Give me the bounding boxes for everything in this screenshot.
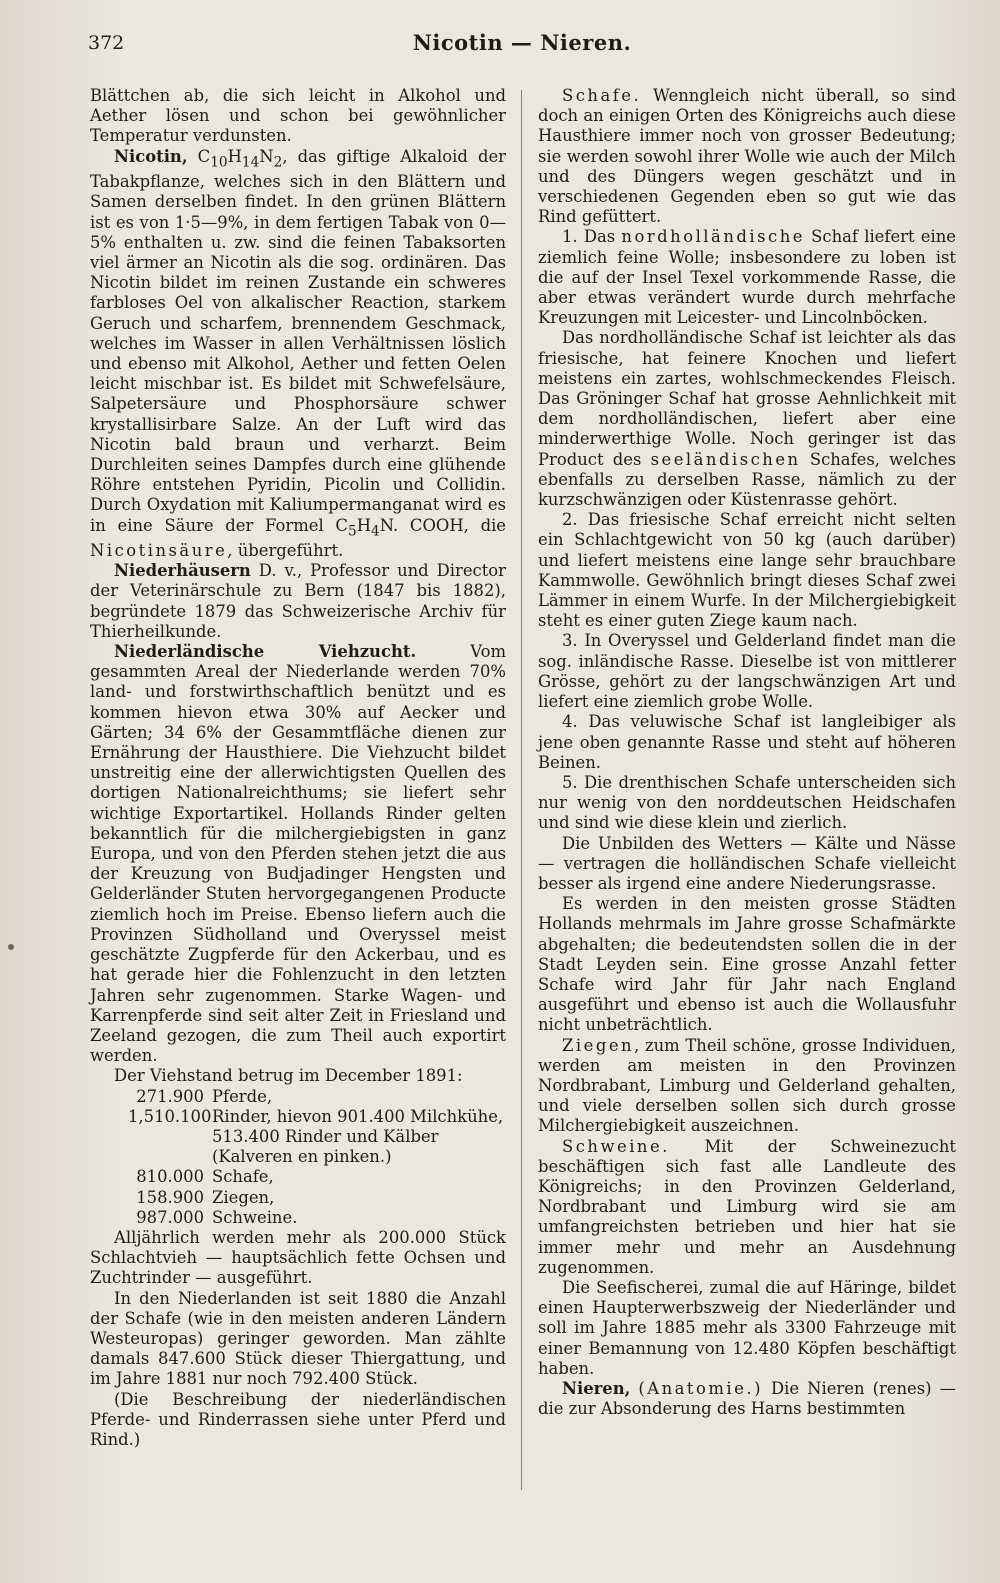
headword-nieren: Nieren, bbox=[562, 1379, 631, 1398]
subhead-schafe: Schafe. bbox=[562, 86, 642, 105]
stat-note: (Kalveren en pinken.) bbox=[212, 1147, 392, 1167]
paragraph-ziegen: Ziegen, zum Theil schöne, grosse Individuen, werden am meisten in den Provinzen Nordbrabant, Limburg und Gelderland gehalten, und viele derselben sollen sich durch grosse Milchergiebigkeit auszeichnen. bbox=[538, 1035, 956, 1136]
paragraph-breed-1b: Das nordholländische Schaf ist leichter als das friesische, hat feinere Knochen und liefert meistens ein zartes, wohlschmeckendes Fleisch. Das Gröninger Schaf hat grosse Aehnlichkeit mit dem nordholländischen, liefert aber eine minderwerthige Wolle. Noch geringer ist das Product des seeländischen Schafes, welches ebenfalls zu derselben Rasse, nämlich zu der kurzschwänzigen oder Küstenrasse gehört. bbox=[538, 328, 956, 510]
breed-name: seeländischen bbox=[650, 449, 801, 469]
paragraph-breed-5: 5. Die drenthischen Schafe unterscheiden sich nur wenig von den norddeutschen Heidschafen und sind wie diese klein und zierlich. bbox=[538, 772, 956, 833]
stats-intro: Der Viehstand betrug im December 1891: bbox=[114, 1066, 463, 1086]
paragraph-schafmaerkte: Es werden in den meisten grosse Städten Hollands mehrmals im Jahre grosse Schafmärkte abgehalten; die bedeutendsten sollen die in der Stadt Leyden sein. Eine grosse Anzahl fetter Schafe wird Jahr für Jahr nach England ausgeführt und ebenso ist auch die Wollausfuhr nicht unbeträchtlich. bbox=[538, 894, 956, 1035]
paragraph-schafe-count: In den Niederlanden ist seit 1880 die Anzahl der Schafe (wie in den meisten anderen Ländern Westeuropas) geringer geworden. Man zählte damals 847.600 Stück dieser Thiergattung, und im Jahre 1881 nur noch 792.400 Stück. bbox=[90, 1288, 506, 1389]
stat-row: 987.000 Schweine. bbox=[136, 1207, 298, 1227]
paragraph-unbilden: Die Unbilden des Wetters — Kälte und Nässe — vertragen die holländischen Schafe vielleicht besser als irgend eine andere Niederungsrasse. bbox=[538, 833, 956, 893]
page-number: 372 bbox=[88, 32, 125, 54]
entry-nicotin: Nicotin, $C_{10}H_{14}N_2$, das giftige Alkaloid der Tabakpflanze, welches sich in den Blättern und Samen derselben findet. In den grünen Blättern ist es von 1·5—9%, in dem fertigen Tabak von 0—5% enthalten u. zw. sind die feinen Tabaksorten viel ärmer an Nicotin als die sog. ordinären. Das Nicotin bildet im reinen Zustande ein schweres farbloses Oel von alkalischer Reaction, starkem Geruch und scharfem, brennendem Geschmack, welches im Wasser in allen Verhältnissen löslich und ebenso mit Alkohol, Aether und fetten Oelen leicht mischbar ist. Es bildet mit Schwefelsäure, Salpetersäure und Phosphorsäure schwer krystallisirbare Salze. An der Luft wird das Nicotin bald braun und verharzt. Beim Durchleiten seines Dampfes durch eine glühende Röhre entstehen Pyridin, Picolin und Collidin. Durch Oxydation mit Kaliumpermanganat wird es in eine Säure der Formel $C_5H_4N$. COOH, die Nicotinsäure, übergeführt. bbox=[90, 146, 507, 561]
left-column bbox=[90, 86, 506, 1450]
paragraph-continuation: Blättchen ab, die sich leicht in Alkohol und Aether lösen und schon bei gewöhnlicher Temperatur verdunsten. bbox=[90, 86, 506, 146]
subhead-schweine: Schweine. bbox=[562, 1136, 670, 1156]
page-header bbox=[88, 30, 956, 64]
stat-row: 810.000 Schafe, bbox=[136, 1167, 274, 1187]
paragraph-breed-4: 4. Das veluwische Schaf ist langleibiger als jene oben genannte Rasse und steht auf höheren Beinen. bbox=[538, 712, 956, 772]
headword-niederhaeusern: Niederhäusern bbox=[114, 561, 251, 581]
stat-row: 158.900 Ziegen, bbox=[136, 1187, 275, 1207]
paragraph-schweine: Schweine. Mit der Schweinezucht beschäftigen sich fast alle Landleute des Königreichs; in den Provinzen Gelderland, Nordbrabant und Limburg wird sie am umfangreichsten betrieben und hier hat sie immer mehr und mehr an Ausdehnung zugenommen. bbox=[538, 1136, 956, 1277]
livestock-stats bbox=[128, 1087, 506, 1228]
entry-viehzucht: Niederländische Viehzucht. Vom gesammten Areal der Niederlande werden 70% land- und forstwirthschaftlich benützt und es kommen hievon etwa 30% auf Aecker und Gärten; 34 6% der Gesammtfläche dienen zur Ernährung der Hausthiere. Die Viehzucht bildet unstreitig eine der allerwichtigsten Quellen des dortigen Nationalreichthums; sie liefert sehr wichtige Exportartikel. Hollands Rinder gelten bekanntlich für die milchergiebigsten in ganz Europa, und von den Pferden stehen jetzt die aus der Kreuzung von Budjadinger Hengsten und Gelderländer Stuten hervorgegangenen Producte ziemlich hoch im Preise. Ebenso liefern auch die Provinzen Südholland und Overyssel meist geschätzte Zugpferde für den Ackerbau, und es hat gerade hier die Fohlenzucht in den letzten Jahren sehr zugenommen. Starke Wagen- und Karrenpferde sind seit alter Zeit in Friesland und Zeeland gezogen, die zum Theil auch exportirt werden. bbox=[90, 642, 506, 1066]
entry-nieren: Nieren, (Anatomie.) Die Nieren (renes) — die zur Absonderung des Harns bestimmten bbox=[538, 1379, 956, 1419]
entry-text: , das giftige Alkaloid der Tabakpflanze, welches sich in den Blättern und Samen derselben findet. In den grünen Blättern ist es von 1·5—9%, in dem fertigen Tabak von 0—5% enthalten u. zw. sind die feinen Tabaksorten viel ärmer an Nicotin als die sog. ordinären. Das Nicotin bildet im reinen Zustande ein schweres farbloses Oel von alkalischer Reaction, starkem Geruch und scharfem, brennendem Geschmack, welches im Wasser in allen Verhältnissen löslich und ebenso mit Alkohol, Aether und fetten Oelen leicht mischbar ist. Es bildet mit Schwefelsäure, Salpetersäure und Phosphorsäure schwer krystallisirbare Salze. An der Luft wird das Nicotin bald braun und verharzt. Beim Durchleiten seines Dampfes durch eine glühende Röhre entstehen Pyridin, Picolin und Collidin. Durch Oxydation mit Kaliumpermanganat wird es in eine Säure der Formel C bbox=[90, 146, 507, 535]
stat-row: 1,510.100 Rinder, hievon 901.400 Milchkühe, 513.400 Rinder und Kälber bbox=[128, 1106, 504, 1146]
column-divider bbox=[521, 90, 522, 1490]
paragraph-export: Alljährlich werden mehr als 200.000 Stück Schlachtvieh — hauptsächlich fette Ochsen und Zuchtrinder — ausgeführt. bbox=[90, 1227, 506, 1288]
paragraph-schafe: Schafe. Wenngleich nicht überall, so sind doch an einigen Orten des Königreichs auch diese Hausthiere immer noch von grosser Bedeutung; sie werden sowohl ihrer Wolle wie auch der Milch und des Düngers wegen geschätzt und in verschiedenen Gegenden eben so gut wie das Rind gefüttert. bbox=[538, 86, 956, 227]
margin-mark bbox=[8, 944, 14, 950]
acid-name: Nicotinsäure bbox=[90, 541, 228, 561]
paragraph-breed-2: 2. Das friesische Schaf erreicht nicht selten ein Schlachtgewicht von 50 kg (auch darüber) und liefert meistens eine lange sehr brauchbare Kammwolle. Gewöhnlich bringt dieses Schaf zwei Lämmer in einem Wurfe. In der Milchergiebigkeit steht es einer guten Ziege kaum nach. bbox=[538, 510, 956, 631]
breed-name: nordholländische bbox=[621, 227, 805, 247]
paragraph-breed-3: 3. In Overyssel und Gelderland findet man die sog. inländische Rasse. Dieselbe ist von mittlerer Grösse, gehört zu der langschwänzigen Art und liefert eine ziemlich grobe Wolle. bbox=[538, 631, 956, 712]
cross-reference-note: (Die Beschreibung der niederländischen Pferde- und Rinderrassen siehe unter Pferd und Rind.) bbox=[90, 1389, 506, 1449]
paragraph-seefischerei: Die Seefischerei, zumal die auf Häringe, bildet einen Haupterwerbszweig der Niederländer und soll im Jahre 1885 mehr als 3300 Fahrzeuge mit einer Bemannung von 12.480 Köpfen beschäftigt haben. bbox=[538, 1277, 956, 1378]
right-column bbox=[538, 86, 956, 1419]
headword-viehzucht: Niederländische Viehzucht. bbox=[114, 642, 417, 662]
stat-row: 271.900 Pferde, bbox=[136, 1086, 273, 1106]
subhead-ziegen: Ziegen bbox=[562, 1035, 635, 1055]
nieren-anatomie: (Anatomie.) bbox=[638, 1379, 763, 1398]
running-head: Nicotin — Nieren. bbox=[412, 30, 632, 55]
paragraph-breed-1: 1. Das nordholländische Schaf liefert eine ziemlich feine Wolle; insbesondere zu loben ist die auf der Insel Texel vorkommende Rasse, die aber etwas verändert wurde durch mehrfache Kreuzungen mit Leicester- und Lincolnböcken. bbox=[538, 227, 956, 328]
entry-niederhaeusern: Niederhäusern D. v., Professor und Director der Veterinärschule zu Bern (1847 bis 1882), begründete 1879 das Schweizerische Archiv für Thierheilkunde. bbox=[90, 561, 506, 641]
headword-nicotin: Nicotin, bbox=[114, 146, 188, 166]
